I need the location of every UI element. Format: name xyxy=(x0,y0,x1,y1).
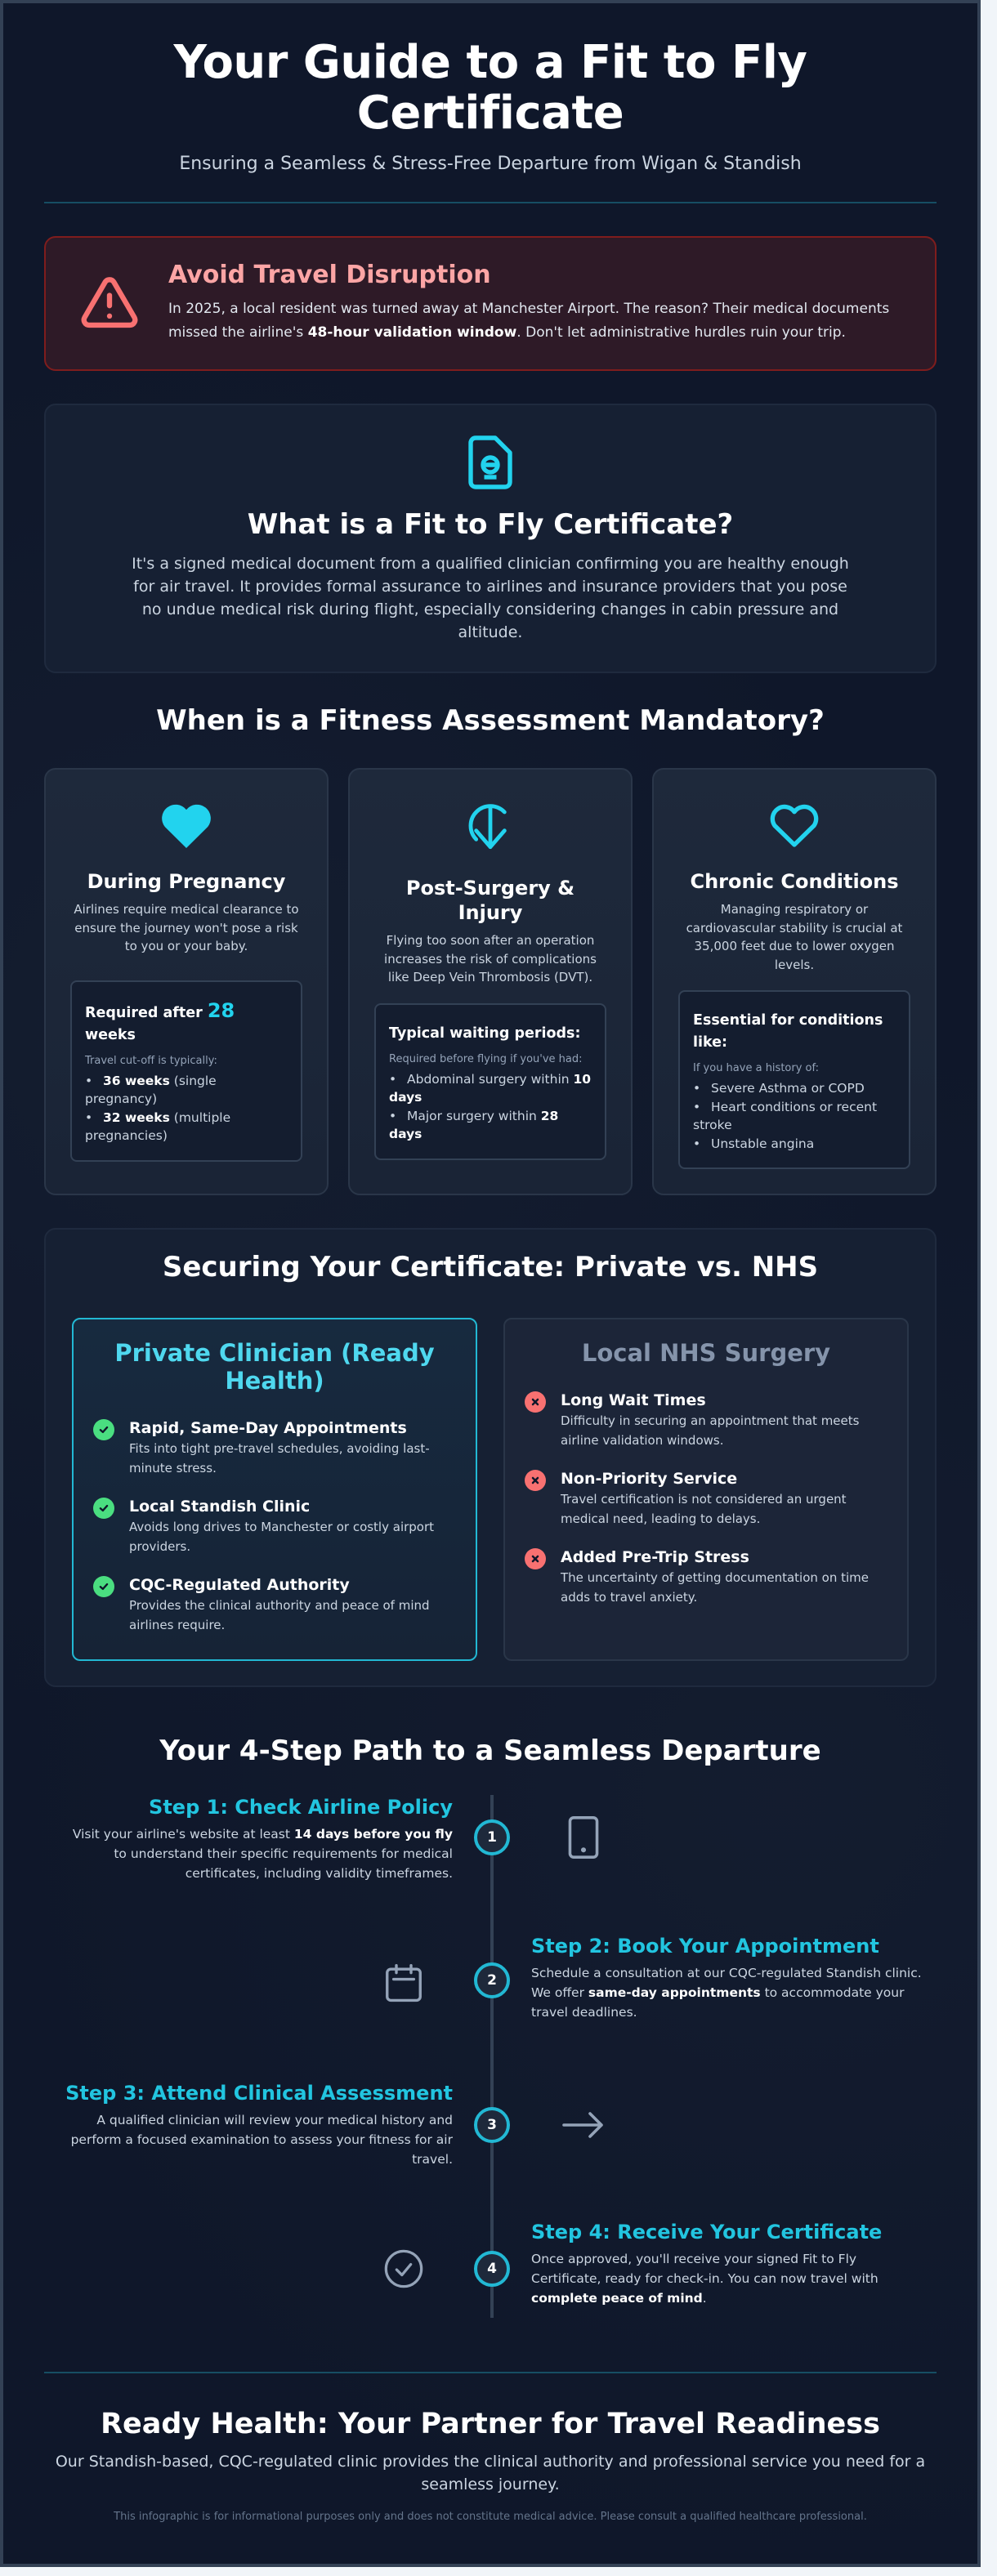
heart-filled-icon xyxy=(70,802,302,851)
info-box-note: Required before flying if you've had: xyxy=(389,1052,583,1065)
list-item: • Heart conditions or recent stroke xyxy=(693,1098,896,1135)
info-box-title: Essential for conditions like: xyxy=(693,1012,883,1051)
feature-item: Long Wait Times Difficulty in securing an appointment that meets airline validation windows. xyxy=(525,1390,887,1450)
card-desc: Managing respiratory or cardiovascular stability is crucial at 35,000 feet due to lower oxygen levels. xyxy=(686,902,903,972)
what-text: It's a signed medical document from a qualified clinician confirming you are healthy enough for air travel. It provides formal assurance to airlines and insurance providers that you pose no undue medical risk during flight, especially considering changes in cabin pressure and altitude. xyxy=(132,555,849,641)
info-box xyxy=(374,1003,606,1160)
alert-banner xyxy=(44,236,937,371)
step-text: A qualified clinician will review your medical history and perform a focused examination to assess your fitness for air travel. xyxy=(70,2113,453,2167)
feature-item: Added Pre-Trip Stress The uncertainty of getting documentation on time adds to travel anxiety. xyxy=(525,1547,887,1607)
divider xyxy=(44,2372,937,2373)
step-number: 2 xyxy=(474,1962,510,1998)
comparison-section xyxy=(44,1228,937,1687)
x-circle-icon xyxy=(525,1548,546,1569)
info-box xyxy=(678,990,910,1169)
card-chronic xyxy=(652,768,937,1195)
private-title: Private Clinician (Ready Health) xyxy=(114,1339,435,1395)
check-circle-icon xyxy=(93,1419,114,1440)
card-title: Post-Surgery & Injury xyxy=(405,877,575,924)
card-title: Chronic Conditions xyxy=(690,870,899,893)
list-item: • 32 weeks (multiple pregnancies) xyxy=(85,1109,288,1145)
card-pregnancy xyxy=(44,768,329,1195)
step-title: Step 4: Receive Your Certificate xyxy=(531,2221,883,2243)
feature-item: Non-Priority Service Travel certification is not considered an urgent medical need, leading to delays. xyxy=(525,1468,887,1529)
page-title: Your Guide to a Fit to Fly Certificate xyxy=(173,36,807,140)
mandatory-cards xyxy=(44,768,937,1195)
check-circle-icon xyxy=(93,1498,114,1519)
divider xyxy=(44,202,937,203)
private-clinician-card xyxy=(72,1318,477,1661)
calendar-icon xyxy=(379,1958,428,2007)
card-post-surgery xyxy=(348,768,633,1195)
step-title: Step 3: Attend Clinical Assessment xyxy=(65,2082,453,2105)
step-text: Once approved, you'll receive your signed Fit to Fly Certificate, ready for check-in. You can now travel with complete peace of mind. xyxy=(531,2252,879,2306)
info-box-title: Typical waiting periods: xyxy=(389,1025,581,1042)
list-item: • Major surgery within 28 days xyxy=(389,1107,592,1144)
info-box-note: Travel cut-off is typically: xyxy=(85,1054,217,1067)
list-item: • Severe Asthma or COPD xyxy=(693,1079,896,1098)
feature-item: Local Standish Clinic Avoids long drives to Manchester or costly airport providers. xyxy=(93,1496,456,1556)
heart-outline-icon xyxy=(678,802,910,851)
hero xyxy=(44,38,937,174)
step-text: Visit your airline's website at least 14 days before you fly to understand their specific requirements for medical certificates, including validity timeframes. xyxy=(72,1827,453,1881)
info-box-title: Required after 28 weeks xyxy=(85,998,235,1043)
footer xyxy=(44,2408,937,2523)
disclaimer: This infographic is for informational purposes only and does not constitute medical advice. Please consult a qualified healthcare professional. xyxy=(114,2511,867,2523)
steps-timeline xyxy=(44,1795,937,2367)
step-title: Step 1: Check Airline Policy xyxy=(149,1796,453,1819)
feature-item: Rapid, Same-Day Appointments Fits into tight pre-travel schedules, avoiding last-minute stress. xyxy=(93,1417,456,1478)
footer-title: Ready Health: Your Partner for Travel Readiness xyxy=(101,2408,880,2440)
step-text: Schedule a consultation at our CQC-regulated Standish clinic. We offer same-day appointments to accommodate your travel deadlines. xyxy=(531,1966,922,2020)
feature-item: CQC-Regulated Authority Provides the clinical authority and peace of mind airlines require. xyxy=(93,1574,456,1635)
step-number: 3 xyxy=(474,2107,510,2143)
what-title: What is a Fit to Fly Certificate? xyxy=(247,508,734,541)
comparison-title: Securing Your Certificate: Private vs. NHS xyxy=(162,1251,819,1284)
list-item: • 36 weeks (single pregnancy) xyxy=(85,1072,288,1109)
info-box xyxy=(70,980,302,1162)
check-circle-icon xyxy=(93,1576,114,1597)
surgery-arrow-icon xyxy=(374,802,606,858)
page-subtitle: Ensuring a Seamless & Stress-Free Departure from Wigan & Standish xyxy=(179,154,802,174)
warning-triangle-icon xyxy=(75,272,144,334)
steps-title: Your 4-Step Path to a Seamless Departure xyxy=(159,1734,821,1767)
x-circle-icon xyxy=(525,1391,546,1413)
arrow-right-icon xyxy=(559,2101,608,2150)
footer-text: Our Standish-based, CQC-regulated clinic provides the clinical authority and professional service you need for a seamless journey. xyxy=(55,2453,926,2493)
card-desc: Airlines require medical clearance to ensure the journey won't pose a risk to you or your baby. xyxy=(74,902,299,953)
step-4 xyxy=(44,2221,943,2324)
nhs-surgery-card xyxy=(503,1318,909,1661)
step-3 xyxy=(44,2083,943,2181)
step-2 xyxy=(44,1935,943,2036)
nhs-title: Local NHS Surgery xyxy=(581,1339,831,1367)
step-1 xyxy=(44,1795,943,1893)
info-box-note: If you have a history of: xyxy=(693,1062,819,1074)
x-circle-icon xyxy=(525,1470,546,1491)
list-item: • Abdominal surgery within 10 days xyxy=(389,1070,592,1107)
step-title: Step 2: Book Your Appointment xyxy=(531,1935,879,1958)
card-desc: Flying too soon after an operation increases the risk of complications like Deep Vein Thrombosis (DVT). xyxy=(384,933,597,984)
step-number: 1 xyxy=(474,1819,510,1855)
alert-text: In 2025, a local resident was turned away at Manchester Airport. The reason? Their medical documents missed the airline's 48-hour validation window. Don't let administrative hurdles ruin your trip. xyxy=(168,301,890,341)
check-circle-icon xyxy=(379,2244,428,2293)
list-item: • Unstable angina xyxy=(693,1135,896,1154)
step-number: 4 xyxy=(474,2251,510,2287)
what-is-section xyxy=(44,404,937,673)
card-title: During Pregnancy xyxy=(87,870,286,893)
mandatory-title: When is a Fitness Assessment Mandatory? xyxy=(156,704,825,737)
medical-document-icon xyxy=(127,435,853,490)
tablet-icon xyxy=(559,1813,608,1862)
alert-title: Avoid Travel Disruption xyxy=(168,261,491,289)
